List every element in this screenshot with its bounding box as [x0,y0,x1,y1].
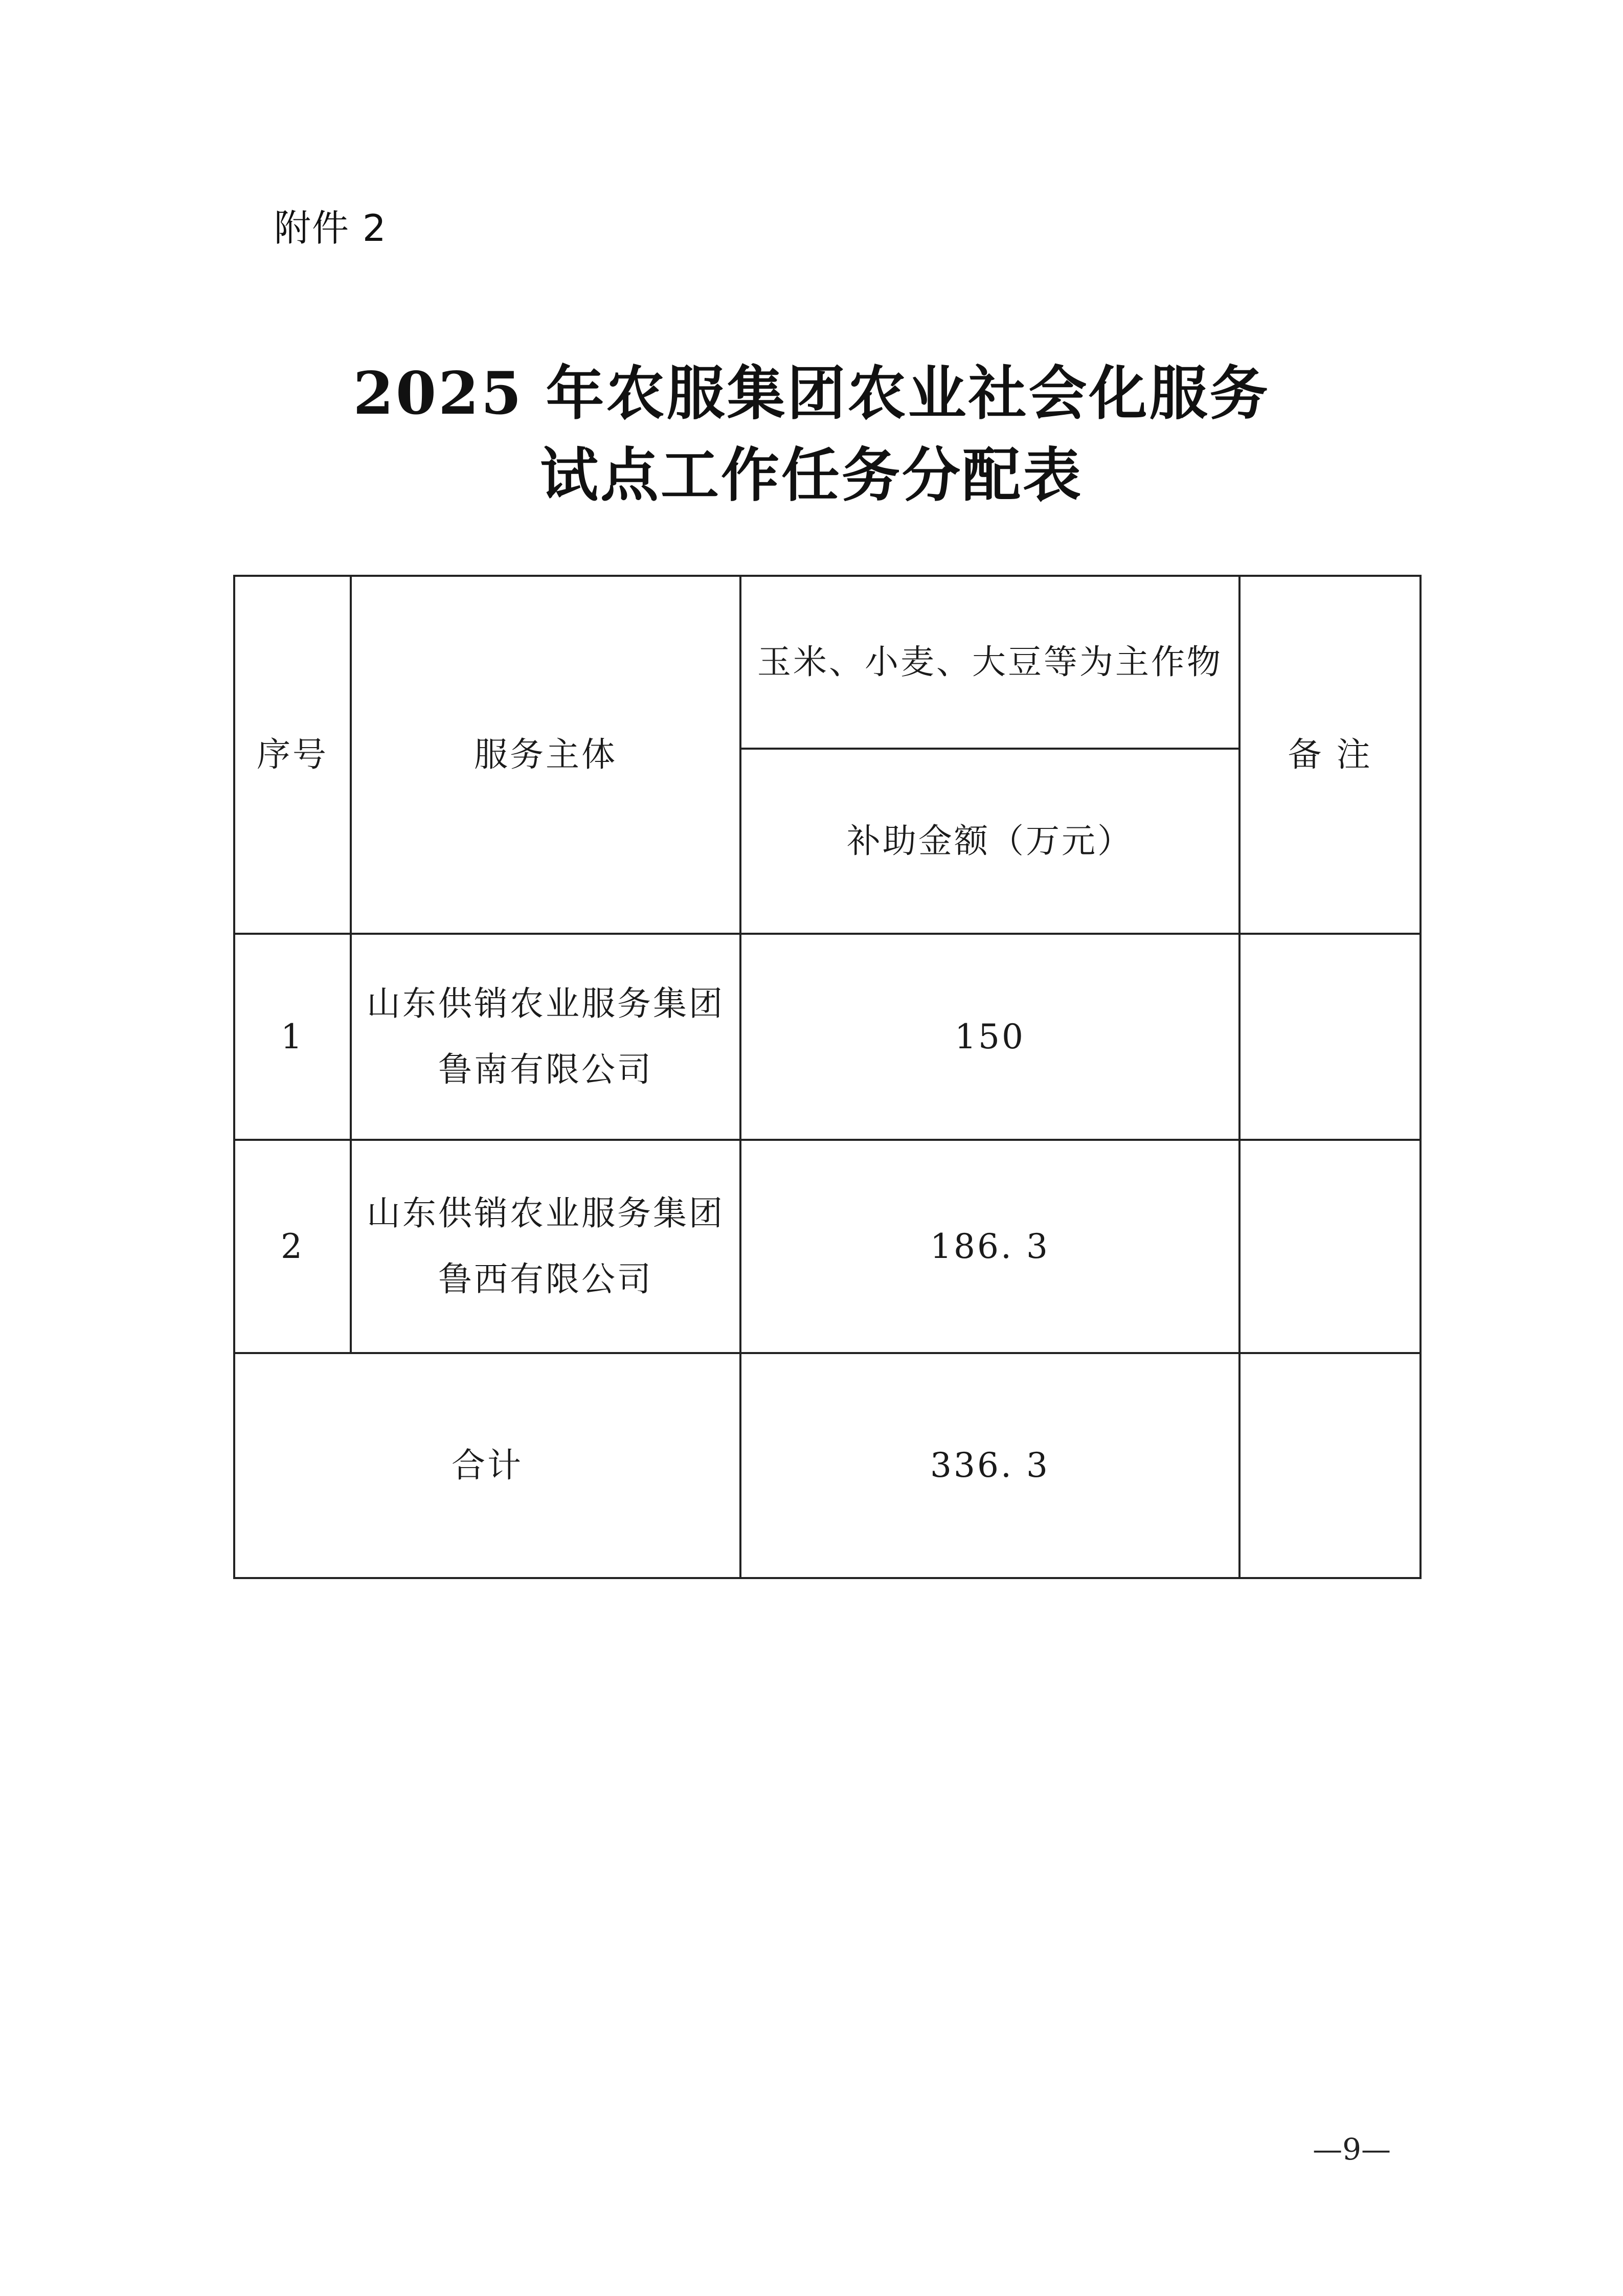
total-label: 合计 [234,1353,740,1578]
header-entity: 服务主体 [351,576,740,934]
header-crop-group: 玉米、小麦、大豆等为主作物 [740,576,1239,749]
total-subsidy: 336. 3 [740,1353,1239,1578]
total-row [234,1353,1421,1578]
table-row [234,1140,1421,1353]
row-index: 2 [234,1140,351,1353]
row-entity: 山东供销农业服务集团鲁南有限公司 [351,934,740,1140]
attachment-label: 附件 2 [274,207,387,250]
document-title-line-2: 试点工作任务分配表 [539,441,1083,509]
header-subsidy: 补助金额（万元） [740,749,1239,934]
row-entity: 山东供销农业服务集团鲁西有限公司 [351,1140,740,1353]
row-remarks [1239,1140,1421,1353]
row-subsidy: 150 [740,934,1239,1140]
header-index: 序号 [234,576,351,934]
page-number: —9— [1313,2132,1391,2167]
task-allocation-table [233,575,1422,1579]
header-remarks: 备 注 [1239,576,1421,934]
total-remarks [1239,1353,1421,1578]
row-index: 1 [234,934,351,1140]
row-subsidy: 186. 3 [740,1140,1239,1353]
document-title-line-1: 2025 年农服集团农业社会化服务 [353,359,1270,427]
table-row [234,934,1421,1140]
header-row-top [234,576,1421,749]
row-remarks [1239,934,1421,1140]
